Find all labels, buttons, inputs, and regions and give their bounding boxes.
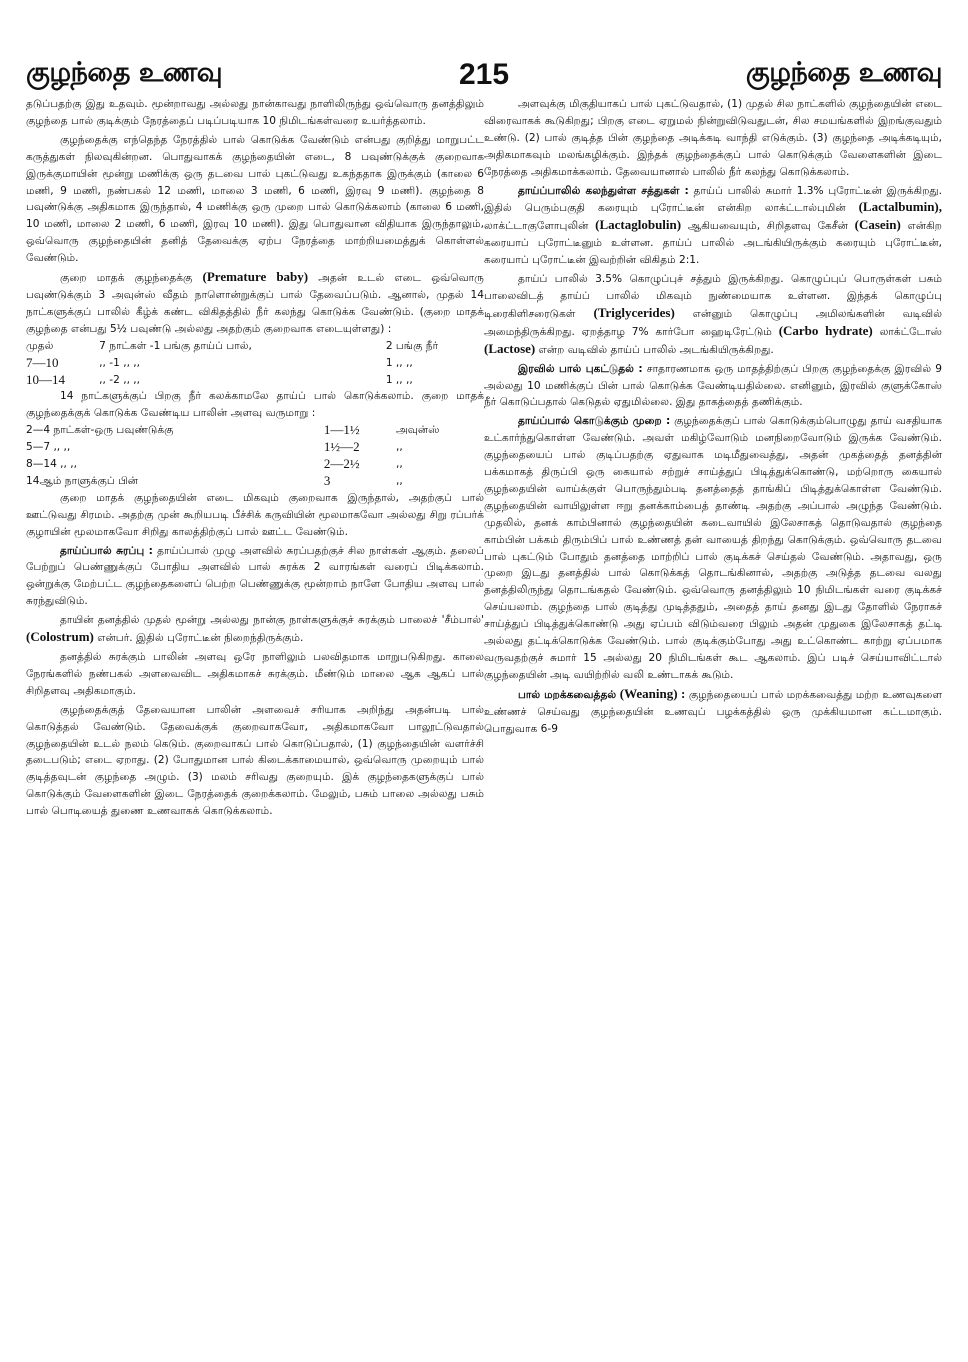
table-cell: ,,: [396, 458, 403, 471]
page-header: [26, 40, 942, 92]
paragraph-text: என்ற வடிவில் தாய்ப் பாலில் அடங்கியிருக்கிறது.: [538, 343, 774, 356]
running-head-right: குழந்தை உணவு: [745, 57, 942, 88]
english-term: (Colostrum): [26, 629, 94, 645]
table-row: [26, 338, 484, 355]
paragraph: [26, 543, 484, 611]
paragraph: குழந்தைக்குத் தேவையான பாலின் அளவைச் சரியாக அறிந்து அதன்படி பால் கொடுத்தல் வேண்டும். தேவைக்குக் குறைவாகவோ, அதிகமாகவோ பாலூட்டுவதால் குழந்தையின் உடல் நலம் கெடும். குறைவாகப் பால் கொடுப்பதால், (1) குழந்தையின் வளர்ச்சி தடைபடும்; எடை ஏறாது. (2) போதுமான பால் கிடைக்காமையால், ஒவ்வொரு முறையும் பால் குடித்தவுடன் குழந்தை அழும். (3) மலம் சரிவது குறையும். இக் குழந்தைகளுக்குப் பால் கொடுக்கும் வேளைகளின் இடை நேரத்தைக் குறைக்கலாம். மேலும், பசும் பாலை அல்லது பசும் பால் பொடியைத் துணை உணவாகக் கொடுக்கலாம்.: [26, 703, 484, 818]
table-cell: 3: [323, 472, 331, 488]
english-term: (Lactose): [484, 340, 536, 356]
table-cell: 14ஆம் நாளுக்குப் பின்: [26, 474, 139, 487]
paragraph-text: என்கிற கரையாப் புரோட்டீனும் உள்ளன. தாய்ப் பாலில் அடங்கியிருக்கும் கரையும் புரோட்டீன், கரையாப் புரோட்டீன் இவற்றின் விகிதம் 2:1.: [484, 220, 942, 267]
table-cell: 2—4 நாட்கள்-ஒரு பவுண்டுக்கு: [26, 424, 174, 437]
english-term: (Premature baby): [202, 269, 309, 285]
table-row: [26, 422, 484, 439]
section-heading: தாய்ப்பால் கொடுக்கும் முறை :: [518, 415, 671, 428]
paragraph: தனத்தில் சுரக்கும் பாலின் அளவு ஒரே நாளிலும் பலவிதமாக மாறுபடுகிறது. காலை நேரங்களில் நண்பகல் அளவைவிட அதிகமாகச் சுரக்கும். மீண்டும் மாலை ஆக ஆகப் பால் சிறிதளவு அதிகமாகும்.: [26, 651, 484, 697]
english-term: (Casein): [854, 217, 901, 233]
right-column: [484, 96, 942, 1340]
table-row: [26, 456, 484, 473]
paragraph-text: லாக்ட்டோஸ்: [879, 325, 942, 338]
section-heading: பால் மறக்கவைத்தல்: [518, 688, 617, 701]
paragraph-text: தாய்ப் பாலில் சுமார் 1.3% புரோட்டீன் இருக்கிறது. இதில் பெரும்பகுதி கரையும் புரோட்டீன் என்கிற லாக்ட்டால்புமின்: [484, 184, 942, 215]
table-cell: அவுன்ஸ்: [396, 424, 440, 437]
paragraph-text: குழந்தைக்குப் பால் கொடுக்கும்பொழுது தாய் வசதியாக உட்கார்ந்துகொள்ள வேண்டும். அவள் மகிழ்வோடும் மனநிறைவோடும் இருக்க வேண்டும். குழந்தையைப் பால் குடிப்பதற்கு ஏதுவாக மடிமீதுவைத்து, அதன் முகத்தைத் தனத்தின் பக்கமாகத் திருப்பி ஒரு கையால் சற்றுச் சாய்த்துப் பிடித்துக்கொண்டு, மற்றொரு கையால் குழந்தையின் வாய்க்குள் பொருந்தும்படி தனத்தைத் தாங்கிப் பிடித்துக்கொள்ள வேண்டும். குழந்தையின் வாயிலுள்ள ஈறு தனக்காம்பைத் தாண்டி அதற்கு அப்பால் அழுந்த வேண்டும். முதலில், தனக் காம்பினால் குழந்தையின் கடைவாயில் இலேசாகத் தொடுவதால் குழந்தை காம்பின் பக்கம் திரும்பிப் பால் உண்ணத் தன் வாயைத் திறந்து கொடுக்கும். ஒவ்வொரு தடவை பால் புகட்டும் போதும் தனத்தை மாற்றிப் பால் குடிக்கச் செய்தல் வேண்டும். அதாவது, ஒரு முறை இடது தனத்தில் பால் கொடுக்கத் தொடங்கினால், அதற்கு அடுத்த தடவை வலது தனத்திலிருந்து தொடங்கதல் வேண்டும். ஒவ்வொரு தனத்திலும் 10 நிமிடங்கள் வரை குடிக்கச் செய்யலாம். குழந்தை பால் குடித்து முடித்ததும், அதைத் தாய் தனது இடது தோளில் நேராகச் சாய்த்துப் பிடித்துக்கொண்டு அது ஏப்பம் விடும்வரை பிலும் அதன் முதுகை இலேசாகத் தட்டி அல்லது தட்டிக்கொடுக்க வேண்டும். பால் குடிக்கும்போது அது உட்கொண்ட காற்று ஏப்பமாக வருவதற்குச் சுமார் 15 அல்லது 20 நிமிடங்கள் கூட ஆகலாம். இப் படிச் செய்யாவிட்டால் குழந்தையின் அடி வயிற்றில் வலி உண்டாகக் கூடும்.: [484, 415, 942, 681]
table-cell: ,, -1 ,, ,,: [99, 356, 141, 369]
table-cell: 1 ,, ,,: [385, 356, 413, 369]
table-cell: 8—14 ,, ,,: [26, 458, 78, 471]
amount-table: [26, 422, 484, 490]
english-term: (Carbo hydrate): [778, 322, 873, 338]
table-cell: 2 பங்கு நீர்: [385, 339, 439, 352]
table-cell: ,, -2 ,, ,,: [99, 373, 141, 386]
section-heading: இரவில் பால் புகட்டுதல் :: [518, 362, 643, 375]
running-head-left: குழந்தை உணவு: [26, 57, 223, 88]
paragraph: [484, 413, 942, 684]
paragraph: [26, 612, 484, 647]
paragraph-text: அதன் உடல் எடை ஒவ்வொரு பவுண்டுக்கும் 3 அவுன்ஸ் வீதம் நாளொன்றுக்குப் பால் தேவைப்படும். ஆனால், முதல் 14 நாட்களுக்குப் பாலில் கீழ்க் கண்ட விகிதத்தில் நீர் கலந்து கொடுக்க வேண்டும். (குறை மாதக் குழந்தை என்பது 5½ பவுண்டு அல்லது அதற்கும் குறைவாக எடையுள்ளது) :: [26, 272, 484, 335]
table-cell: 7—10: [26, 354, 59, 370]
page-number: 215: [458, 58, 510, 91]
table-cell: 1½—2: [323, 439, 360, 455]
paragraph: குறை மாதக் குழந்தையின் எடை மிகவும் குறைவாக இருந்தால், அதற்குப் பால் ஊட்டுவது சிரமம். அதற்கு முன் கூறியபடி பீச்சிக் கருவியின் மூலமாகவோ அல்லது சிறு ரப்பர்க் குழாயின் மூலமாகவோ சிறிது காலத்திற்குப் பால் ஊட்ட வேண்டும்.: [26, 491, 484, 538]
english-term: (Lactaglobulin): [595, 217, 682, 233]
table-cell: முதல்: [26, 339, 54, 352]
paragraph-text: என்னும் கொழுப்பு அமிலங்களின் வடிவில் அமைந்திருக்கிறது. ஏறத்தாழ 7% கார்போ ஹைடிரேட்டும்: [484, 307, 942, 338]
english-term: (Weaning) :: [619, 685, 686, 701]
table-row: [26, 355, 484, 372]
paragraph: [484, 686, 942, 738]
dilution-table: [26, 338, 484, 389]
table-row: [26, 473, 484, 490]
table-cell: 5—7 ,, ,,: [26, 441, 71, 454]
paragraph: தடுப்பதற்கு இது உதவும். மூன்றாவது அல்லது நான்காவது நாளிலிருந்து ஒவ்வொரு தனத்திலும் குழந்தை பால் குடிக்கும் நேரத்தைப் படிப்படியாக 10 நிமிடங்கள்வரை உயர்த்தலாம்.: [26, 98, 484, 127]
paragraph-text: ஆகியவையும், சிறிதளவு கேசீன்: [687, 220, 848, 233]
left-column: [26, 96, 484, 1340]
paragraph: [484, 361, 942, 412]
paragraph-text: லாக்ட்டாகுளோபுலின்: [484, 220, 589, 233]
paragraph: [26, 269, 484, 338]
two-column-body: [26, 96, 942, 1340]
table-row: [26, 439, 484, 456]
paragraph-text: தாயின் தனத்தில் முதல் மூன்று அல்லது நான்கு நாள்களுக்குச் சுரக்கும் பாலைச் 'சீம்பால்': [60, 614, 484, 627]
table-cell: ,,: [396, 474, 403, 487]
section-heading: தாய்ப்பால் சுரப்பு :: [60, 544, 153, 557]
paragraph: குழந்தைக்கு எந்தெந்த நேரத்தில் பால் கொடுக்க வேண்டும் என்பது குறித்து மாறுபட்ட கருத்துகள் நிலவுகின்றன. பொதுவாகக் குழந்தையின் எடை, 8 பவுண்டுக்குக் குறைவாக இருக்குமாயின் மூன்று மணிக்கு ஒரு தடவை பால் புகட்டுவது உகந்ததாக இருக்கும் (காலை 6 மணி, 9 மணி, நண்பகல் 12 மணி, மாலை 3 மணி, 6 மணி, இரவு 9 மணி). குழந்தை 8 பவுண்டுக்கு அதிகமாக இருந்தால், 4 மணிக்கு ஒரு முறை பால் கொடுக்கலாம் (காலை 6 மணி, 10 மணி, மாலை 2 மணி, 6 மணி, இரவு 10 மணி). இது பொதுவான விதியாக இருந்தாலும், ஒவ்வொரு குழந்தையின் தனித் தேவைக்கு ஏற்ப நேரத்தை மாற்றியமைத்துக் கொள்ளல் வேண்டும்.: [26, 133, 484, 265]
table-row: [26, 372, 484, 389]
table-cell: 2—2½: [323, 456, 360, 472]
paragraph-text: குழந்தையைப் பால் மறக்கவைத்து மற்ற உணவுகளை உண்ணச் செய்வது குழந்தையின் உணவுப் பழக்கத்தில் ஒரு முக்கியமான கட்டமாகும். பொதுவாக 6-9: [484, 688, 942, 735]
table-cell: 1 ,, ,,: [385, 373, 413, 386]
paragraph-text: குறை மாதக் குழந்தைக்கு: [60, 272, 193, 285]
paragraph-text: தாய்ப் பாலில் 3.5% கொழுப்புச் சத்தும் இருக்கிறது. கொழுப்புப் பொருள்கள் பசும் பாலைவிடத் தாய்ப் பாலில் மிகவும் நுண்மையாக உள்ளன. இந்தக் கொழுப்பு டிரைகிளிசரைடுகள்: [484, 273, 942, 320]
table-cell: 7 நாட்கள் -1 பங்கு தாய்ப் பால்,: [99, 339, 252, 352]
table-cell: 10—14: [26, 371, 65, 387]
paragraph-text: சாதாரணமாக ஒரு மாதத்திற்குப் பிறகு குழந்தைக்கு இரவில் 9 அல்லது 10 மணிக்குப் பின் பால் கொடுக்க வேண்டியதில்லை. எனினும், இரவில் குளுக்கோஸ் நீர் கொடுப்பதால் கெடுதல் ஏதுமில்லை. இது தாகத்தைத் தணிக்கும்.: [484, 362, 942, 409]
paragraph-text: என்பர். இதில் புரோட்டீன் நிறைந்திருக்கும்.: [97, 632, 304, 645]
paragraph: [484, 271, 942, 359]
english-term: (Lactalbumin),: [858, 199, 942, 215]
paragraph: [484, 183, 942, 270]
table-cell: ,,: [396, 441, 403, 454]
paragraph-text: தாய்ப்பால் முழு அளவில் சுரப்பதற்குச் சில நாள்கள் ஆகும். தலைப் பேற்றுப் பெண்ணுக்குப் போதிய அளவில் பால் சுரக்க 2 வாரங்கள் வரைப் பிடிக்கலாம். ஒன்றுக்கு மேற்பட்ட குழந்தைகளைப் பெற்ற பெண்ணுக்கு மூன்றாம் நாளே போதிய அளவு பால் சுரந்துவிடும்.: [26, 544, 484, 608]
paragraph: அளவுக்கு மிகுதியாகப் பால் புகட்டுவதால், (1) முதல் சில நாட்களில் குழந்தையின் எடை விரைவாகக் கூடுகிறது; பிறகு எடை ஏறுமல் நின்றுவிடுவதுடன், சில சமயங்களில் இறங்குவதும் உண்டு. (2) பால் குடித்த பின் குழந்தை அடிக்கடி வாந்தி எடுக்கும். (3) குழந்தை அடிக்கடியும், அதிகமாகவும் மலங்கழிக்கும். இந்தக் குழந்தைக்குப் பால் கொடுக்கும் வேளைகளின் இடை நேரத்தை அதிகமாக்கலாம். தேவையானால் பாலில் நீர் கலந்து கொடுக்கலாம்.: [484, 98, 942, 178]
section-heading: தாய்ப்பாலில் கலந்துள்ள சத்துகள் :: [518, 184, 689, 197]
english-term: (Triglycerides): [593, 304, 675, 320]
table-cell: 1—1½: [323, 422, 360, 438]
paragraph: 14 நாட்களுக்குப் பிறகு நீர் கலக்காமலே தாய்ப் பால் கொடுக்கலாம். குறை மாதக் குழந்தைக்குக் கொடுக்க வேண்டிய பாலின் அளவு வருமாறு :: [26, 390, 484, 420]
